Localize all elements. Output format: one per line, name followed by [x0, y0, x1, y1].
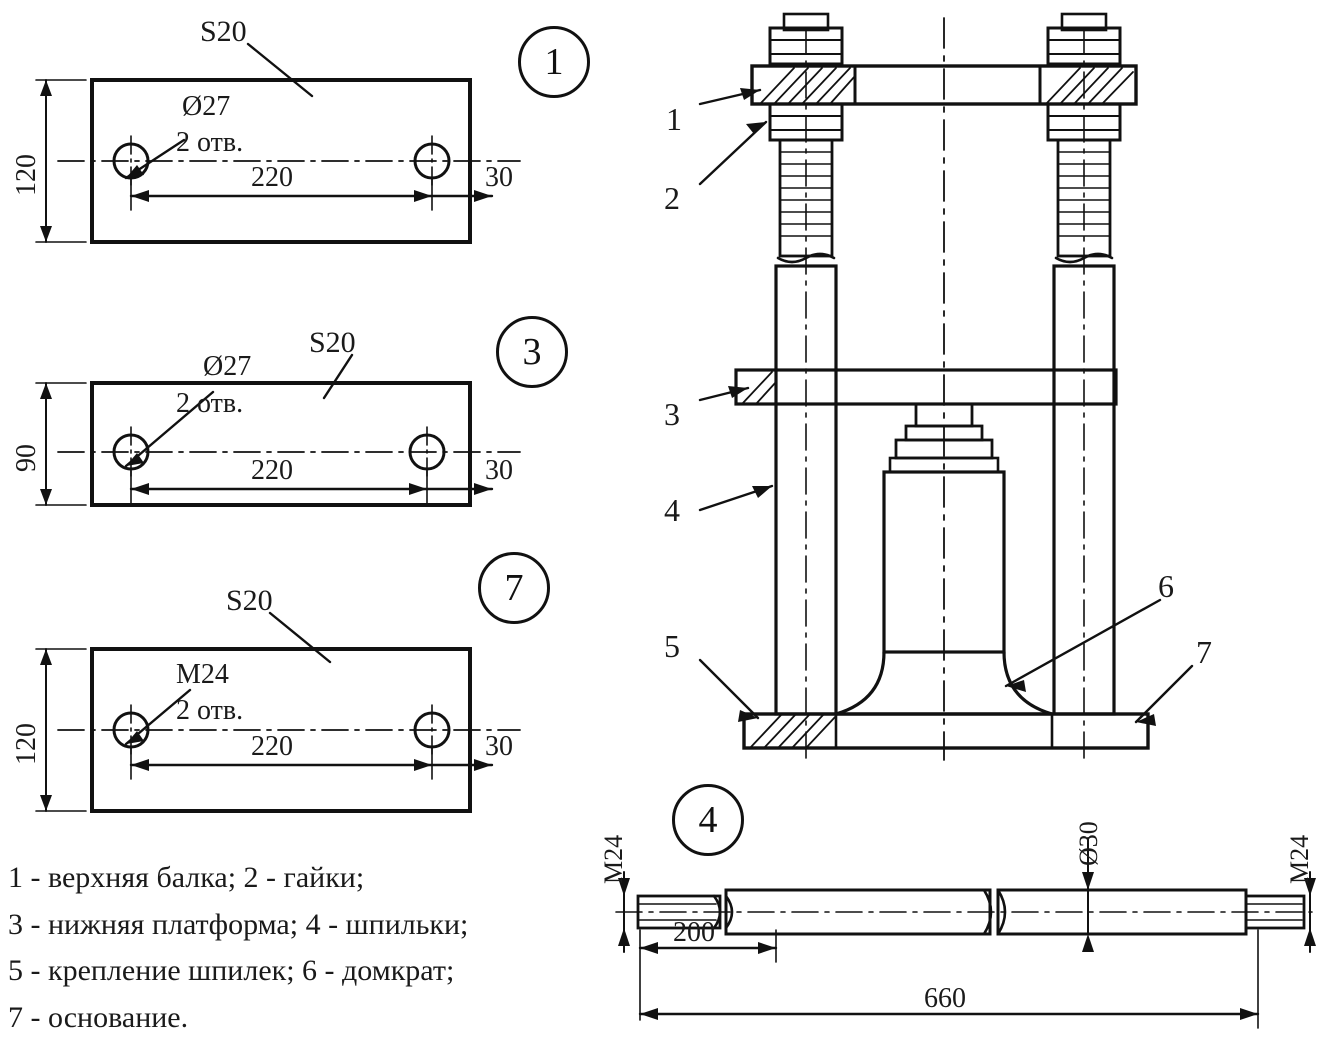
part4-diameter: Ø30: [1075, 821, 1102, 866]
part4-total-length-dim: 660: [924, 984, 966, 1013]
legend-line-3: 5 - крепление шпилек; 6 - домкрат;: [8, 948, 628, 995]
balloon-part-7: [478, 552, 550, 624]
balloon-part-3: [496, 316, 568, 388]
balloon-part-1-label: 1: [545, 40, 564, 84]
part7-hole-count: 2 отв.: [176, 696, 243, 725]
legend-line-1: 1 - верхняя балка; 2 - гайки;: [8, 855, 628, 902]
balloon-part-4-label: 4: [699, 798, 718, 842]
assembly-callout-3: 3: [664, 398, 680, 432]
part3-height-dim: 90: [12, 444, 41, 472]
part3-hole-count: 2 отв.: [176, 389, 243, 418]
part3-center-distance-dim: 220: [251, 456, 293, 485]
part4-thread-right: M24: [1286, 835, 1313, 884]
balloon-part-4: [672, 784, 744, 856]
part3-surface-finish: S20: [309, 327, 356, 359]
assembly-callout-7: 7: [1196, 636, 1212, 670]
part1-surface-finish: S20: [200, 16, 247, 48]
part7-surface-finish: S20: [226, 585, 273, 617]
part1-center-distance-dim: 220: [251, 163, 293, 192]
balloon-part-3-label: 3: [523, 330, 542, 374]
assembly-callout-2: 2: [664, 182, 680, 216]
part4-thread-length-dim: 200: [673, 918, 715, 947]
legend-line-2: 3 - нижняя платформа; 4 - шпильки;: [8, 902, 628, 949]
part1-edge-distance-dim: 30: [485, 163, 513, 192]
part4-thread-left: M24: [600, 835, 627, 884]
legend-line-4: 7 - основание.: [8, 995, 628, 1041]
part1-hole-spec: Ø27: [182, 92, 230, 121]
part1-hole-count: 2 отв.: [176, 128, 243, 157]
part7-hole-spec: M24: [176, 660, 229, 689]
part7-center-distance-dim: 220: [251, 732, 293, 761]
assembly-callout-1: 1: [666, 103, 682, 137]
part7-edge-distance-dim: 30: [485, 732, 513, 761]
balloon-part-1: [518, 26, 590, 98]
part3-hole-spec: Ø27: [203, 352, 251, 381]
assembly-callout-6: 6: [1158, 570, 1174, 604]
balloon-part-7-label: 7: [505, 566, 524, 610]
assembly-callout-5: 5: [664, 630, 680, 664]
part7-height-dim: 120: [12, 723, 41, 765]
part3-edge-distance-dim: 30: [485, 456, 513, 485]
legend: [8, 855, 628, 1041]
assembly-callout-4: 4: [664, 494, 680, 528]
part1-height-dim: 120: [12, 154, 41, 196]
